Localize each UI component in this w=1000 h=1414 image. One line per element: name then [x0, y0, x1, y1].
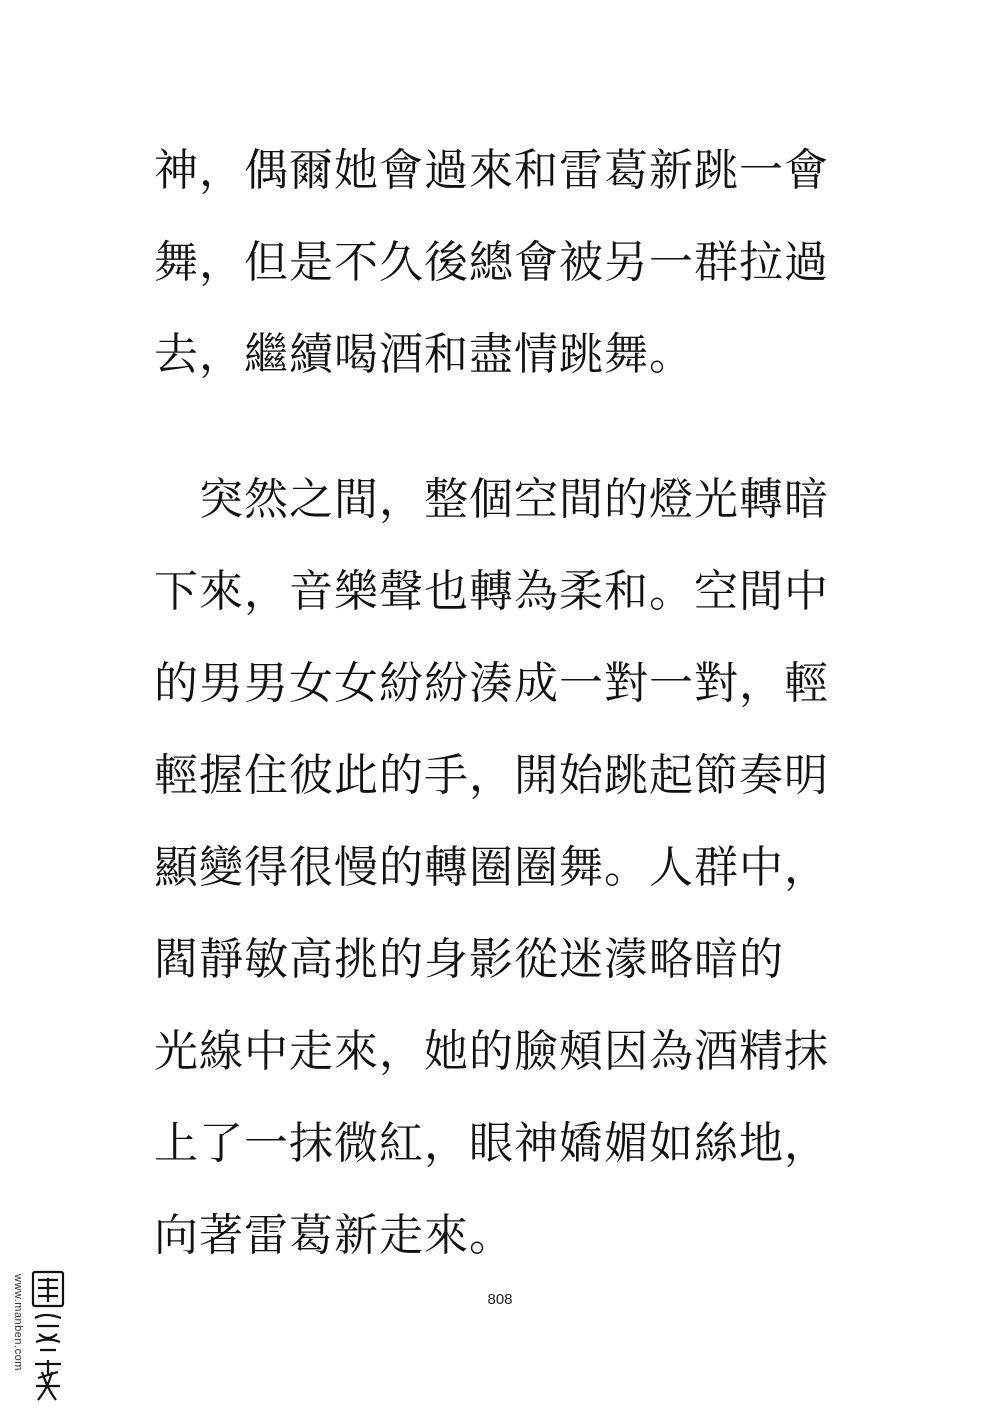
text-line: 的男男女女紛紛湊成一對一對，輕: [154, 658, 829, 709]
page-number: 808: [487, 1291, 513, 1308]
watermark: [6, 1268, 66, 1408]
text-line: 向著雷葛新走來。: [154, 1210, 514, 1261]
text-line: 上了一抹微紅，眼神嬌媚如絲地，: [154, 1118, 829, 1169]
watermark-logo-icon: [30, 1268, 66, 1408]
paragraph-1: [154, 125, 854, 401]
watermark-url: www.manben.com: [12, 1274, 24, 1371]
paragraph-2: [154, 454, 854, 1282]
text-line: 舞，但是不久後總會被另一群拉過: [154, 237, 829, 288]
text-line: 突然之間，整個空間的燈光轉暗: [154, 474, 829, 525]
text-line: 閻靜敏高挑的身影從迷濛略暗的: [154, 934, 784, 985]
text-line: 顯變得很慢的轉圈圈舞。人群中，: [154, 842, 829, 893]
text-line: 神，偶爾她會過來和雷葛新跳一會: [154, 145, 829, 196]
text-line: 下來，音樂聲也轉為柔和。空間中: [154, 566, 829, 617]
text-line: 輕握住彼此的手，開始跳起節奏明: [154, 750, 829, 801]
text-line: 光線中走來，她的臉頰因為酒精抹: [154, 1026, 829, 1077]
text-line: 去，繼續喝酒和盡情跳舞。: [154, 329, 694, 380]
